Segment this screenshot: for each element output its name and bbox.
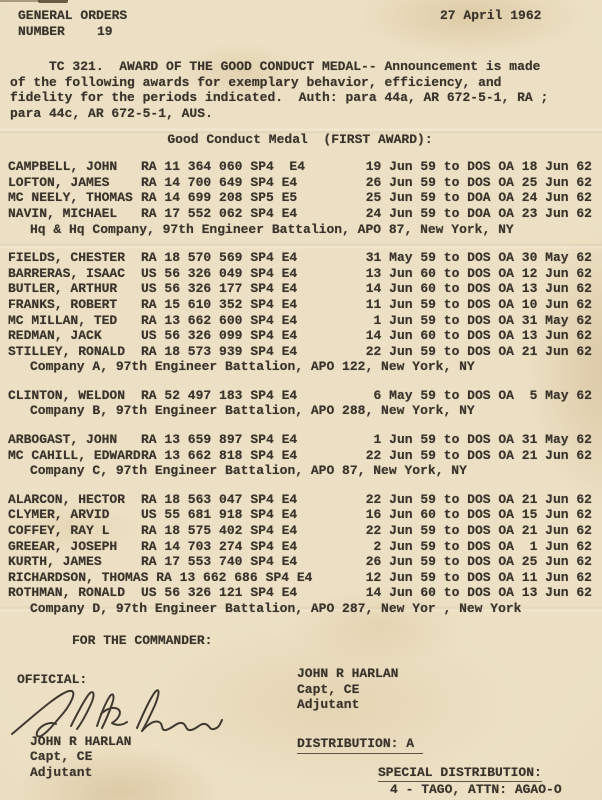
unit-line: Company D, 97th Engineer Battalion, APO 287, New Yor , New York: [30, 601, 522, 616]
award-period: 14 Jun 60 to DOS OA 13 Jun 62: [365, 585, 592, 601]
table-row: [8, 432, 592, 448]
award-period: 22 Jun 59 to DOS OA 21 Jun 62: [365, 491, 592, 507]
signature-area: [8, 666, 602, 798]
table-row: [8, 250, 592, 266]
intro-line: of the following awards for exemplary behavior, efficiency, and: [10, 74, 502, 90]
grade: SP4 E4: [250, 554, 298, 570]
unit-line: Company B, 97th Engineer Battalion, APO 288, New York, NY: [30, 403, 475, 419]
soldier-name: MC NEELY, THOMAS: [8, 190, 133, 206]
grade: SP4 E4: [250, 205, 298, 221]
unit-line: Hq & Hq Company, 97th Engineer Battalion, APO 87, New York, NY: [30, 221, 514, 237]
table-row: [8, 328, 592, 344]
award-period: 1 Jun 59 to DOS OA 31 May 62: [365, 312, 592, 328]
service-number: RA 13 662 818: [141, 447, 243, 463]
orders-number-value: 19: [97, 23, 113, 39]
award-period: 13 Jun 60 to DOS OA 12 Jun 62: [365, 265, 592, 281]
service-number: RA 11 364 060: [141, 159, 243, 175]
service-number: RA 17 552 062: [141, 205, 243, 221]
table-row: [8, 554, 592, 570]
unit-line: Company A, 97th Engineer Battalion, APO 122, New York, NY: [30, 359, 475, 375]
service-number: RA 14 699 208: [141, 190, 243, 206]
scan-edge-mark: [38, 0, 68, 3]
grade: SP4 E4: [250, 281, 298, 297]
service-number: RA 14 700 649: [141, 174, 243, 190]
soldier-name: RICHARDSON, THOMAS: [8, 569, 157, 585]
grade: SP4 E4: [250, 585, 298, 601]
award-period: 22 Jun 59 to DOS OA 21 Jun 62: [365, 523, 592, 539]
adjutant-column: [297, 666, 602, 798]
service-number: RA 15 610 352: [141, 296, 243, 312]
adjutant-name: JOHN R HARLAN: [297, 666, 399, 682]
service-number: RA 13 662 686: [156, 569, 258, 585]
table-row: [8, 539, 592, 555]
award-period: 6 May 59 to DOS OA 5 May 62: [365, 387, 592, 403]
adjutant-rank: Capt, CE: [297, 681, 360, 697]
section-heading: Good Conduct Medal (FIRST AWARD):: [167, 131, 433, 147]
award-period: 19 Jun 59 to DOS OA 18 Jun 62: [365, 159, 592, 175]
roster-group: [8, 432, 592, 479]
service-number: US 56 326 177: [141, 281, 243, 297]
service-number: RA 18 570 569: [141, 250, 243, 266]
grade: SP4 E4: [250, 343, 298, 359]
intro-line: fidelity for the periods indicated. Auth: para 44a, AR 672-5-1, RA ;: [10, 90, 549, 106]
award-period: 1 Jun 59 to DOS OA 31 May 62: [365, 432, 592, 448]
special-distribution-label: SPECIAL DISTRIBUTION:: [378, 765, 542, 783]
grade: SP4 E4: [250, 491, 298, 507]
soldier-name: CLINTON, WELDON: [8, 387, 126, 403]
service-number: RA 13 662 600: [141, 312, 243, 328]
unit-line: Company C, 97th Engineer Battalion, APO 87, New York, NY: [30, 463, 467, 479]
special-distribution-block: [378, 765, 602, 798]
scan-edge-shadow: [0, 0, 40, 2]
grade: SP4 E4: [250, 328, 298, 344]
soldier-name: STILLEY, RONALD: [8, 343, 126, 359]
award-period: 31 May 59 to DOS OA 30 May 62: [365, 250, 592, 266]
orders-title: GENERAL ORDERS: [18, 8, 128, 23]
service-number: RA 52 497 183: [141, 387, 243, 403]
table-row: [8, 313, 592, 329]
intro-paragraph: [10, 59, 602, 121]
adjutant-title: Adjutant: [297, 697, 360, 713]
table-row: [8, 266, 592, 282]
roster-group: [8, 159, 592, 237]
table-row: [8, 388, 592, 404]
grade: SP4 E4: [250, 387, 298, 403]
soldier-name: KURTH, JAMES: [8, 554, 102, 570]
for-the-commander: FOR THE COMMANDER:: [72, 632, 213, 648]
grade: SP4 E4: [265, 569, 313, 585]
grade: SP4 E4: [250, 538, 298, 554]
table-row: [8, 159, 592, 175]
distribution-line: [297, 736, 602, 754]
grade: SP4 E4: [250, 507, 298, 523]
service-number: US 56 326 049: [141, 265, 243, 281]
soldier-name: COFFEY, RAY L: [8, 523, 110, 539]
grade: SP4 E4: [250, 312, 298, 328]
award-period: 26 Jun 59 to DOS OA 25 Jun 62: [365, 554, 592, 570]
official-signer-title: Adjutant: [30, 764, 93, 780]
award-period: 22 Jun 59 to DOS OA 21 Jun 62: [365, 447, 592, 463]
official-label: OFFICIAL:: [17, 672, 88, 688]
soldier-name: FIELDS, CHESTER: [8, 250, 126, 266]
soldier-name: ARBOGAST, JOHN: [8, 432, 118, 448]
grade: SP4 E4: [250, 432, 298, 448]
award-period: 22 Jun 59 to DOS OA 21 Jun 62: [365, 343, 592, 359]
special-distribution-value: 4 - TAGO, ATTN: AGAO-O: [390, 782, 562, 798]
soldier-name: MC MILLAN, TED: [8, 312, 118, 328]
service-number: US 56 326 121: [141, 585, 243, 601]
service-number: US 55 681 918: [141, 507, 243, 523]
soldier-name: BARRERAS, ISAAC: [8, 265, 126, 281]
soldier-name: CAMPBELL, JOHN: [8, 159, 118, 175]
soldier-name: REDMAN, JACK: [8, 328, 102, 344]
award-period: 25 Jun 59 to DOA OA 24 Jun 62: [365, 190, 592, 206]
orders-number-line: [18, 24, 602, 40]
orders-number-label: NUMBER: [18, 23, 65, 39]
table-row: [8, 281, 592, 297]
award-period: 11 Jun 59 to DOS OA 10 Jun 62: [365, 296, 592, 312]
soldier-name: FRANKS, ROBERT: [8, 296, 118, 312]
table-row: [8, 585, 592, 601]
grade: SP4 E4: [250, 523, 298, 539]
grade: SP4 E4: [250, 296, 298, 312]
intro-line: para 44c, AR 672-5-1, AUS.: [10, 105, 213, 121]
table-row: [8, 448, 592, 464]
service-number: RA 14 703 274: [141, 538, 243, 554]
table-row: [8, 507, 592, 523]
table-row: [8, 175, 592, 191]
grade: SP4 E4: [250, 250, 298, 266]
grade: SP5 E5: [250, 190, 298, 206]
service-number: RA 17 553 740: [141, 554, 243, 570]
award-period: 14 Jun 60 to DOS OA 13 Jun 62: [365, 281, 592, 297]
order-header: [18, 8, 602, 39]
table-row: [8, 344, 592, 360]
award-period: 2 Jun 59 to DOS OA 1 Jun 62: [365, 538, 592, 554]
award-period: 26 Jun 59 to DOS OA 25 Jun 62: [365, 174, 592, 190]
award-period: 24 Jun 59 to DOA OA 23 Jun 62: [365, 205, 592, 221]
signature-image: [9, 682, 224, 740]
grade: SP4 E4: [250, 447, 298, 463]
soldier-name: ALARCON, HECTOR: [8, 491, 126, 507]
grade: SP4 E4: [250, 265, 298, 281]
official-signer-block: [17, 734, 297, 781]
table-row: [8, 523, 592, 539]
table-row: [8, 297, 592, 313]
table-row: [8, 206, 592, 222]
table-row: [8, 570, 592, 586]
award-period: 14 Jun 60 to DOS OA 13 Jun 62: [365, 328, 592, 344]
service-number: RA 18 575 402: [141, 523, 243, 539]
roster-group: [8, 250, 592, 375]
service-number: RA 18 573 939: [141, 343, 243, 359]
service-number: RA 13 659 897: [141, 432, 243, 448]
intro-line: TC 321. AWARD OF THE GOOD CONDUCT MEDAL-- Announcement is made: [10, 59, 541, 75]
award-period: 12 Jun 59 to DOS OA 11 Jun 62: [365, 569, 592, 585]
roster: [8, 159, 592, 616]
roster-group: [8, 388, 592, 419]
soldier-name: MC CAHILL, EDWARD: [8, 447, 141, 463]
roster-group: [8, 492, 592, 617]
award-period: 16 Jun 60 to DOS OA 15 Jun 62: [365, 507, 592, 523]
official-column: [8, 672, 297, 798]
order-date: 27 April 1962: [440, 8, 542, 23]
official-signer-rank: Capt, CE: [30, 749, 93, 765]
soldier-name: LOFTON, JAMES: [8, 174, 110, 190]
soldier-name: BUTLER, ARTHUR: [8, 281, 118, 297]
soldier-name: ROTHMAN, RONALD: [8, 585, 126, 601]
grade: SP4 E4: [250, 174, 298, 190]
official-signer-name: JOHN R HARLAN: [30, 733, 132, 749]
soldier-name: GREEAR, JOSEPH: [8, 538, 118, 554]
distribution-text: DISTRIBUTION: A: [297, 736, 423, 754]
grade: SP4 E4: [250, 159, 306, 175]
soldier-name: CLYMER, ARVID: [8, 507, 110, 523]
soldier-name: NAVIN, MICHAEL: [8, 205, 118, 221]
service-number: US 56 326 099: [141, 328, 243, 344]
table-row: [8, 492, 592, 508]
service-number: RA 18 563 047: [141, 491, 243, 507]
table-row: [8, 190, 592, 206]
